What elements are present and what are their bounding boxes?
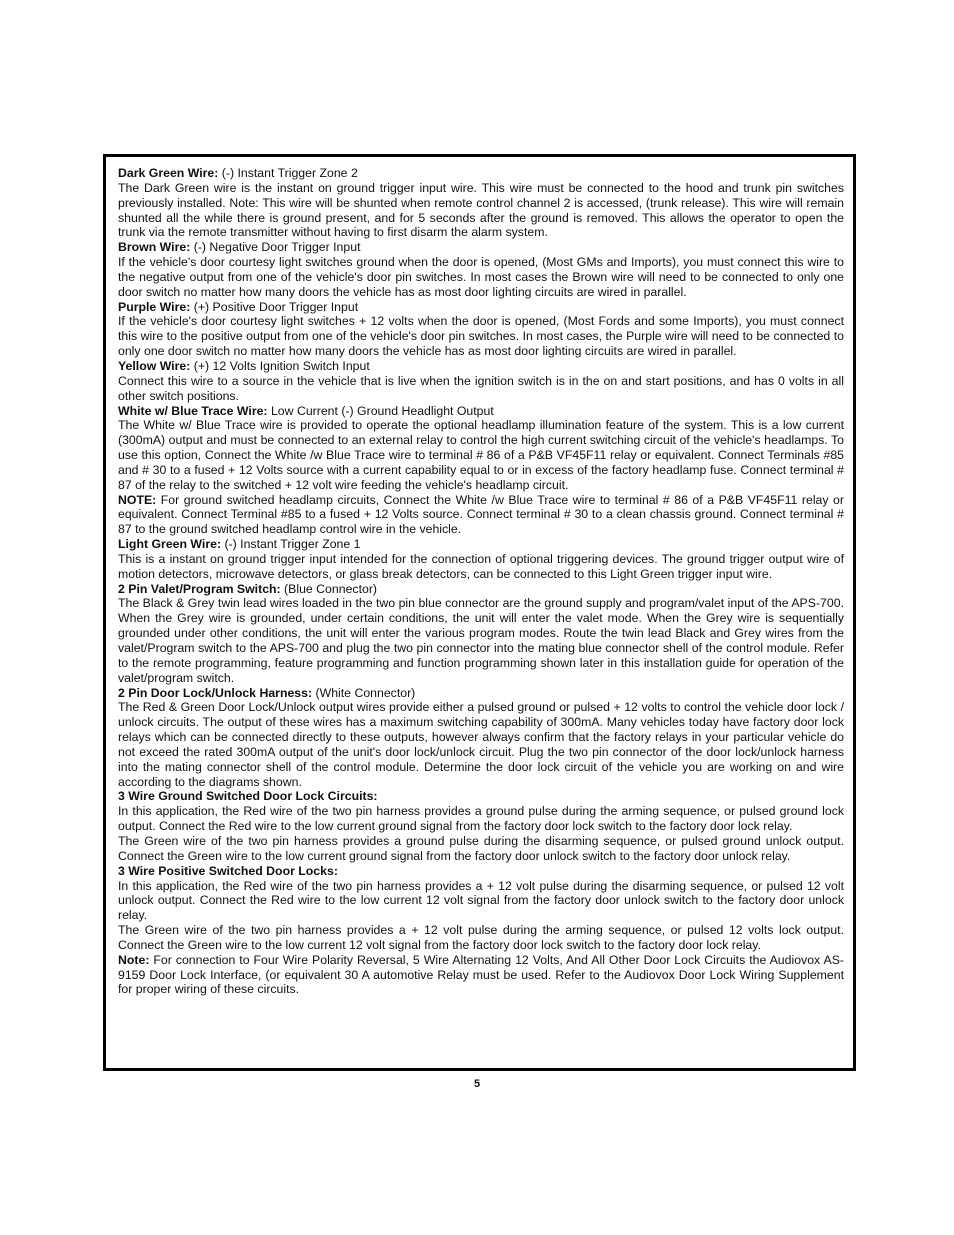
heading-purple: Purple Wire: (+) Positive Door Trigger Input	[118, 299, 359, 314]
paragraph: The Black & Grey twin lead wires loaded in the two pin blue connector are the ground supply and program/valet input of the APS-700. When the Grey wire is grounded, under certain conditions, the unit will enter the valet mode. When the Grey wire is sequentially grounded under other conditions, the unit will enter the various program modes. Route the twin lead Black and Grey wires from the valet/Program switch to the APS-700 and plug the two pin connector into the mating blue connector shell of the control module. Refer to the remote programming, feature programming and function programming shown later in this installation guide for operation of the valet/program switch.	[118, 596, 844, 685]
paragraph: If the vehicle's door courtesy light switches ground when the door is opened, (Most GMs and Imports), you must connect this wire to the negative output from one of the vehicle's door pin switches. In most cases the Brown wire will need to be connected to only one door switch no matter how many doors the vehicle has as most door lighting circuits are wired in parallel.	[118, 255, 844, 299]
paragraph: In this application, the Red wire of the two pin harness provides a + 12 volt pulse during the disarming sequence, or pulsed 12 volt unlock output. Connect the Red wire to the low current 12 volt signal from the factory door unlock switch to the factory door unlock relay.	[118, 878, 844, 923]
heading-positive-switched: 3 Wire Positive Switched Door Locks:	[118, 863, 338, 878]
content-frame	[103, 154, 856, 1071]
page-number: 5	[473, 1078, 481, 1090]
heading-valet-switch: 2 Pin Valet/Program Switch: (Blue Connector)	[118, 581, 378, 596]
heading-door-lock-harness: 2 Pin Door Lock/Unlock Harness: (White Connector)	[118, 685, 416, 700]
heading-ground-switched: 3 Wire Ground Switched Door Lock Circuits:	[118, 789, 378, 804]
heading-light-green: Light Green Wire: (-) Instant Trigger Zone 1	[118, 537, 361, 552]
note-door-lock: Note: For connection to Four Wire Polarity Reversal, 5 Wire Alternating 12 Volts, And All Other Door Lock Circuits the Audiovox AS-9159 Door Lock Interface, (or equivalent 30 A automotive Relay must be used. Refer to the Audiovox Door Lock Wiring Supplement for proper wiring of these circuits.	[118, 952, 844, 997]
paragraph: In this application, the Red wire of the two pin harness provides a ground pulse during the arming sequence, or pulsed ground lock output. Connect the Red wire to the low current ground signal from the factory door lock switch to the factory door lock relay.	[118, 804, 844, 834]
heading-dark-green: Dark Green Wire: (-) Instant Trigger Zone 2	[118, 166, 358, 180]
paragraph: This is a instant on ground trigger input intended for the connection of optional triggering devices. The ground trigger output wire of motion detectors, microwave detectors, or glass break detectors, can be connected to this Light Green trigger input wire.	[118, 551, 844, 581]
heading-brown: Brown Wire: (-) Negative Door Trigger Input	[118, 240, 361, 255]
paragraph: The White w/ Blue Trace wire is provided to operate the optional headlamp illumination feature of the system. This is a low current (300mA) output and must be connected to an external relay to control the high current switching circuit of the vehicle's headlamps. To use this option, Connect the White /w Blue Trace wire to terminal # 86 of a P&B VF45F11 relay or equivalent. Connect Terminals #85 and # 30 to a fused + 12 Volts source with a current capability equal to or in excess of the factory headlamp fuse. Connect terminal # 87 of the relay to the switched + 12 volt wire feeding the vehicle's headlamp circuit.	[118, 418, 844, 492]
content-body	[118, 166, 844, 997]
paragraph: The Red & Green Door Lock/Unlock output wires provide either a pulsed ground or pulsed + 12 volts to control the vehicle door lock / unlock circuits. The output of these wires has a maximum switching capability of 300mA. Many vehicles today have factory door lock relays which can be connected directly to these outputs, however always confirm that the factory relays in your particular vehicle do not exceed the rated 300mA output of the unit's door lock/unlock circuit. Plug the two pin connector of the door lock/unlock harness into the mating connector shell of the control module. Determine the door lock circuit of the vehicle you are working on and wire according to the diagrams shown.	[118, 700, 844, 789]
paragraph: The Dark Green wire is the instant on ground trigger input wire. This wire must be connected to the hood and trunk pin switches previously installed. Note: This wire will be shunted when remote control channel 2 is accessed, (trunk release). This wire will remain shunted all the while there is ground present, and for 5 seconds after the ground is removed. This allows the operator to open the trunk via the remote transmitter without having to first disarm the alarm system.	[118, 180, 844, 240]
heading-white-blue: White w/ Blue Trace Wire: Low Current (-) Ground Headlight Output	[118, 403, 494, 418]
paragraph: Connect this wire to a source in the vehicle that is live when the ignition switch is in the on and start positions, and has 0 volts in all other switch positions.	[118, 373, 844, 403]
heading-yellow: Yellow Wire: (+) 12 Volts Ignition Switch Input	[118, 358, 370, 373]
paragraph: The Green wire of the two pin harness provides a + 12 volt pulse during the arming sequence, or pulsed 12 volts lock output. Connect the Green wire to the low current 12 volt signal from the factory door lock switch to the factory door lock relay.	[118, 923, 844, 952]
paragraph: The Green wire of the two pin harness provides a ground pulse during the disarming sequence, or pulsed ground unlock output. Connect the Green wire to the low current ground signal from the factory door unlock switch to the factory door unlock relay.	[118, 833, 844, 863]
paragraph: If the vehicle's door courtesy light switches + 12 volts when the door is opened, (Most Fords and some Imports), you must connect this wire to the positive output from one of the vehicle's door pin switches. In most cases, the Purple wire will need to be connected to only one door switch no matter how many doors the vehicle has as most door lighting circuits are wired in parallel.	[118, 314, 844, 359]
note-headlamp: NOTE: For ground switched headlamp circuits, Connect the White /w Blue Trace wire to terminal # 86 of a P&B VF45F11 relay or equivalent. Connect Terminal #85 to a fused + 12 Volts source. Connect terminal # 30 to a clean chassis ground. Connect terminal # 87 to the ground switched headlamp control wire in the vehicle.	[118, 492, 844, 537]
